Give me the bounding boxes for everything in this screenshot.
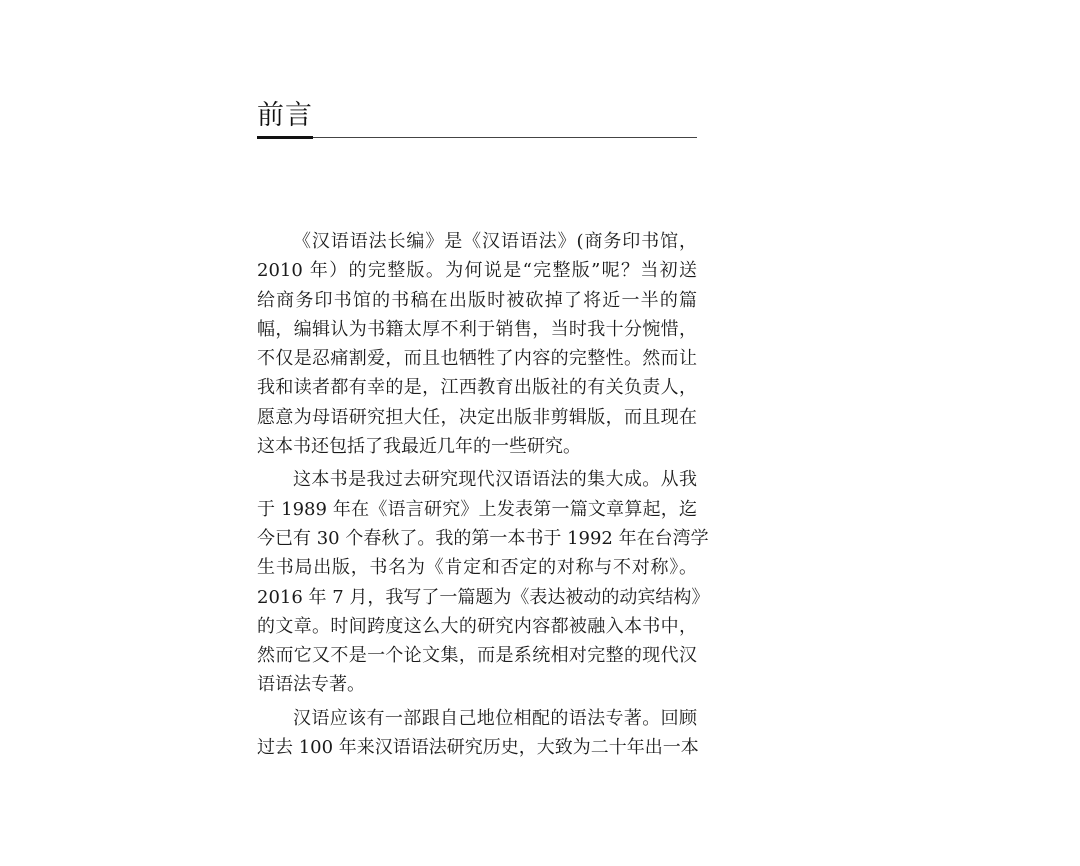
heading-underline-rule — [257, 137, 697, 138]
text-line: 于 1989 年在《语言研究》上发表第一篇文章算起，迄 — [257, 498, 697, 520]
heading-accent-rule — [257, 136, 313, 139]
paragraph-3 — [257, 704, 697, 763]
text-line: 汉语应该有一部跟自己地位相配的语法专著。回顾 — [293, 707, 697, 729]
text-line: 幅，编辑认为书籍太厚不利于销售，当时我十分惋惜， — [257, 318, 697, 340]
text-line: 今已有 30 个春秋了。我的第一本书于 1992 年在台湾学 — [257, 527, 709, 549]
text-line: 2010 年）的完整版。为何说是“完整版”呢？当初送 — [257, 260, 697, 282]
text-line: 我和读者都有幸的是，江西教育出版社的有关负责人， — [257, 377, 697, 399]
text-line: 这本书还包括了我最近几年的一些研究。 — [257, 436, 581, 458]
text-line: 2016 年 7 月，我写了一篇题为《表达被动的动宾结构》 — [257, 586, 710, 608]
paragraph-2 — [257, 465, 710, 699]
text-line: 生书局出版，书名为《肯定和否定的对称与不对称》。 — [257, 557, 697, 579]
text-line: 的文章。时间跨度这么大的研究内容都被融入本书中， — [257, 615, 697, 637]
document-page — [257, 0, 710, 866]
text-line: 然而它又不是一个论文集，而是系统相对完整的现代汉 — [257, 645, 697, 667]
paragraph-1 — [257, 227, 697, 461]
text-line: 这本书是我过去研究现代汉语语法的集大成。从我 — [293, 469, 697, 491]
text-line: 语语法专著。 — [257, 674, 365, 696]
text-line: 过去 100 年来汉语语法研究历史，大致为二十年出一本 — [257, 737, 699, 759]
text-line: 愿意为母语研究担大任，决定出版非剪辑版，而且现在 — [257, 406, 697, 428]
chapter-heading — [257, 96, 697, 140]
text-line: 《汉语语法长编》是《汉语语法》(商务印书馆， — [293, 231, 697, 252]
chapter-title: 前言 — [257, 100, 313, 131]
text-line: 给商务印书馆的书稿在出版时被砍掉了将近一半的篇 — [257, 289, 697, 311]
body-text — [257, 227, 710, 762]
text-line: 不仅是忍痛割爱，而且也牺牲了内容的完整性。然而让 — [257, 348, 697, 370]
